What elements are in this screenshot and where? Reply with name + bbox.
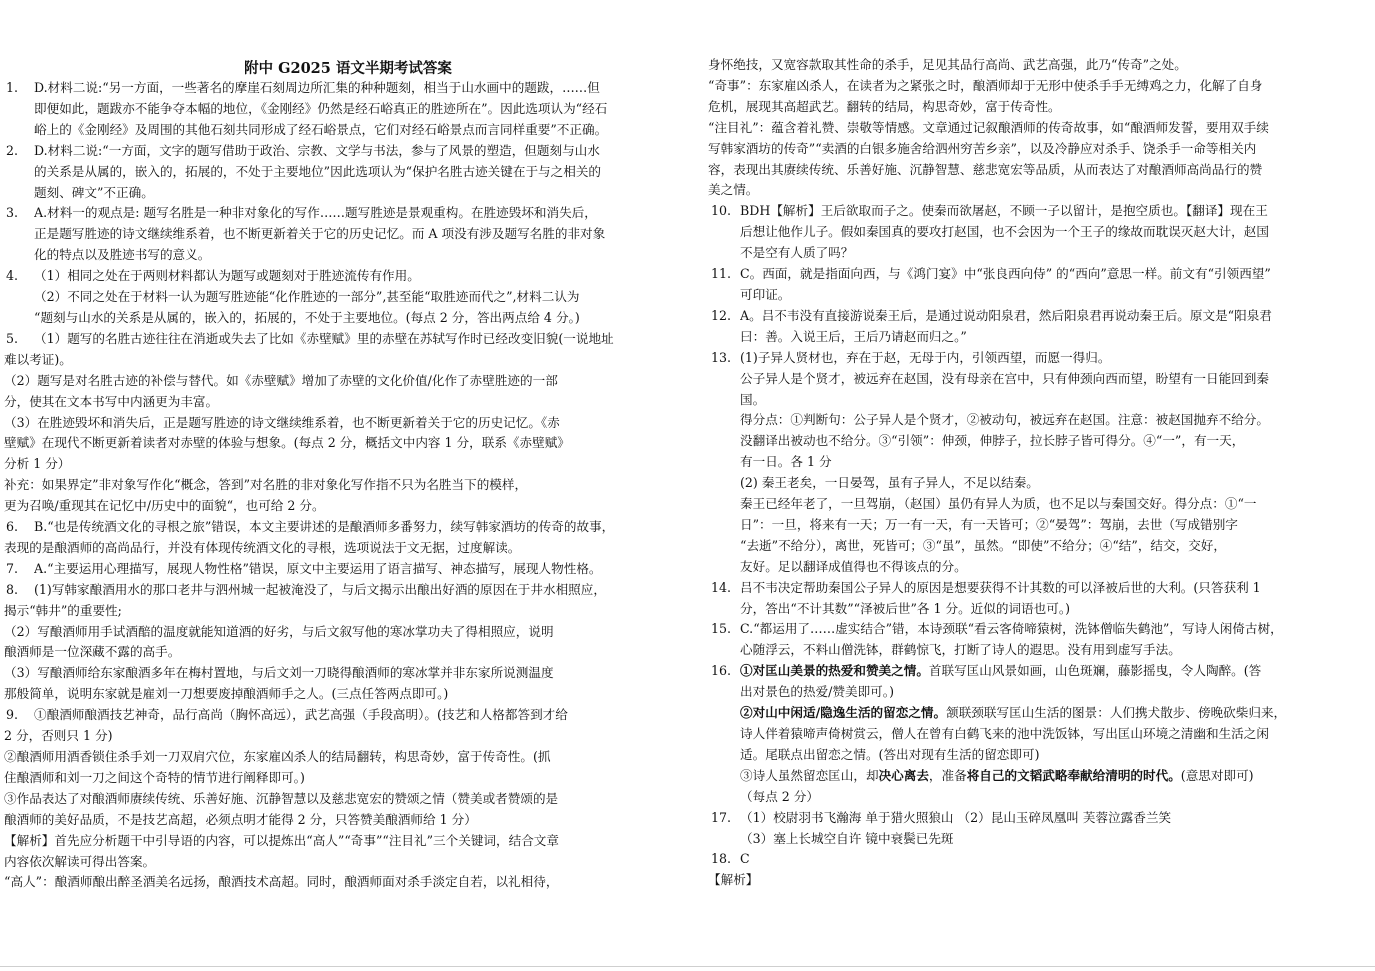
answer-text: ③诗人虽然留恋匡山，却 [740, 767, 879, 783]
question-number: 10. [711, 203, 732, 219]
answer-line: (2) 秦王老矣，一日晏驾，虽有子异人，不足以结秦。 [740, 475, 1039, 491]
answer-line: （1）题写的名胜古迹往往在消逝或失去了比如《赤壁赋》里的赤壁在苏轼写作时已经改变旧貌(一说地址 [34, 330, 614, 346]
answer-line: “题刻与山水的关系是从属的，嵌入的，拓展的，不处于主要地位。(每点 2 分，答出两点给 4 分。) [34, 309, 580, 325]
question-block [708, 578, 1336, 620]
answer-line: A。吕不韦没有直接游说秦王后，是通过说动阳泉君，然后阳泉君再说动秦王后。原文是“阳泉君 [740, 307, 1272, 323]
answer-line: 分析 1 分） [4, 456, 71, 472]
answer-line [740, 661, 1336, 682]
answer-line: 难以考证)。 [4, 351, 72, 367]
answer-line: （1）相同之处在于两则材料都认为题写或题刻对于胜迹流传有作用。 [34, 268, 420, 284]
question-block [0, 705, 676, 726]
answer-line: 内容依次解读可得出答案。 [4, 853, 156, 869]
question-block [0, 580, 676, 601]
question-number: 17. [711, 809, 732, 825]
right-column [708, 55, 1336, 891]
answer-line: A.“主要运用心理描写，展现人物性格”错误，原文中主要运用了语言描写、神态描写，展现人物性格。 [34, 560, 602, 576]
question-number: 18. [711, 851, 732, 867]
question-block [0, 141, 676, 204]
answer-line: 公子异人是个贤才，被远弃在赵国，没有母亲在宫中，只有伸颈向西而望，盼望有一日能回到秦 [740, 370, 1269, 386]
answer-line: （1）校尉羽书飞瀚海 单于猎火照狼山 （2）昆山玉碎凤凰叫 芙蓉泣露香兰笑 [740, 809, 1172, 825]
emphasis-text: ②对山中闲适/隐逸生活的留恋之情。 [740, 705, 947, 721]
answer-line: BDH【解析】王后欲取而子之。使秦而欲屠赵，不顾一子以留计，是抱空质也。【翻译】现在王 [740, 203, 1268, 219]
answer-line: 友好。足以翻译成值得也不得该点的分。 [740, 558, 967, 574]
answer-line: 心随浮云，不料山僧洗钵，群鹤惊飞，打断了诗人的遐思。没有用到虚写手法。 [740, 642, 1181, 658]
question-block [708, 264, 1336, 306]
answer-line: 曰：善。入说王后，王后乃请赵而归之。” [740, 328, 967, 344]
answer-line: A.材料一的观点是: 题写名胜是一种非对象化的写作……题写胜迹是景观重构。在胜迹毁坏和消失后， [34, 205, 597, 221]
answer-line [740, 724, 1336, 745]
answer-line: 的关系是从属的，嵌入的，拓展的，不处于主要地位”因此选项认为“保护名胜古迹关键在于与之相关的 [34, 163, 602, 179]
answer-line: 正是题写胜迹的诗文继续维系着，也不断更新着关于它的历史记忆。而 A 项没有涉及题写名胜的非对象 [34, 226, 606, 242]
answer-line [740, 745, 1336, 766]
question-block [0, 329, 676, 350]
answer-line: 峪上的《金刚经》及周围的其他石刻共同形成了经石峪景点，它们对经石峪景点而言同样重要”不正确。 [34, 121, 608, 137]
answer-line: 身怀绝技，又宽容款取其性命的杀手，足见其品行高尚、武艺高强，此乃“传奇”之处。 [708, 57, 1187, 72]
answer-line: 国。 [740, 391, 766, 407]
left-column [0, 55, 676, 893]
answer-line: 容，表现出其赓续传统、乐善好施、沉静智慧、慈悲宽宏等品质，从而表达了对酿酒师高尚品行的赞 [708, 161, 1263, 177]
answer-line: 可印证。 [740, 286, 791, 302]
answer-line: 吕不韦决定帮助秦国公子异人的原因是想要获得不计其数的可以泽被后世的大利。(只答获利 1 [740, 579, 1261, 595]
answer-line: 不是空有人质了吗？ [740, 245, 854, 261]
answer-line: 得分点：①判断句：公子异人是个贤才，②被动句，被远弃在赵国。注意：被赵国抛弃不给分。 [740, 412, 1269, 428]
answer-line: 日”：一旦，将来有一天；万一有一天，有一天皆可；②“晏驾”：驾崩，去世（写成错别字 [740, 516, 1238, 532]
answer-line: 题刻、碑文”不正确。 [34, 184, 154, 200]
answer-line: C [740, 851, 750, 867]
answer-line: 没翻译出被动也不给分。③“引领”：伸颈，伸脖子，拉长脖子皆可得分。④“一”，有一天， [740, 433, 1245, 449]
answer-line [740, 682, 1336, 703]
question-block [708, 661, 1336, 807]
question-block [708, 348, 1336, 578]
answer-text: ，准备 [928, 767, 967, 783]
answer-line: （2）题写是对名胜古迹的补偿与替代。如《赤壁赋》增加了赤壁的文化价值/化作了赤壁胜迹的一部 [4, 372, 558, 388]
question-number: 3. [6, 205, 19, 221]
question-number: 13. [711, 349, 732, 365]
emphasis-text: ①对匡山美景的热爱和赞美之情。 [740, 663, 929, 679]
answer-line: D.材料二说:“另一方面，一些著名的摩崖石刻周边所汇集的种种题刻，相当于山水画中的题跋，……但 [34, 80, 600, 95]
question-block [0, 203, 676, 266]
answer-line: （2）写酿酒师用手试酒醅的温度就能知道酒的好劣，与后文叙写他的寒冰掌功夫了得相照应，说明 [4, 623, 554, 639]
question-number: 15. [711, 621, 732, 637]
question-block [708, 619, 1336, 661]
question-number: 11. [711, 266, 732, 282]
answer-line: (1)子异人贤材也，弃在于赵，无母于内，引领西望，而愿一得归。 [740, 349, 1111, 365]
answer-line: 写韩家酒坊的传奇”“卖酒的白银多施舍给泗州穷苦乡亲”，以及冷静应对杀手、饶杀手一命等相关内 [708, 140, 1257, 156]
question-number: 8. [6, 581, 19, 597]
answer-line: “注目礼”：蕴含着礼赞、崇敬等情感。文章通过记叙酿酒师的传奇故事，如“酿酒师发誓，要用双手续 [708, 119, 1269, 135]
answer-text: （每点 2 分） [740, 788, 819, 804]
answer-line: C.“都运用了……虚实结合”错，本诗颈联“看云客倚啼猿树，洗钵僧临失鹤池”，写诗人闲倚古树， [740, 621, 1283, 637]
question-block [0, 266, 676, 329]
answer-line: 壁赋》在现代不断更新着读者对赤壁的体验与想象。(每点 2 分，概括文中内容 1 分，联系《赤壁赋》 [4, 435, 570, 451]
question-block [0, 78, 676, 141]
question-number: 2. [6, 142, 19, 158]
document-title: 附中 G2025 语文半期考试答案 [244, 60, 452, 77]
question-number: 7. [6, 560, 19, 576]
answer-text: 颔联颈联写匡山生活的图景：人们携犬散步、傍晚砍柴归来， [946, 705, 1287, 721]
question-number: 4. [6, 268, 19, 284]
answer-line: C。西面，就是指面向西，与《鸿门宴》中“张良西向侍” 的“西向”意思一样。前文有“引领西望” [740, 266, 1271, 282]
question-number: 9. [6, 707, 19, 723]
answer-line: 分，答出“不计其数”“泽被后世”各 1 分。近似的词语也可。) [740, 600, 1071, 616]
answer-line: 化的特点以及胜迹书写的意义。 [34, 247, 211, 263]
question-block [708, 201, 1336, 264]
question-number: 5. [6, 330, 19, 346]
answer-line: “高人”：酿酒师酿出醉圣酒美名远扬，酿酒技术高超。同时，酿酒师面对杀手淡定自若，以礼相待， [4, 874, 559, 890]
answer-line [740, 766, 1336, 787]
bottom-divider [0, 966, 1375, 967]
answer-line: 酿酒师是一位深藏不露的高手。 [4, 644, 181, 660]
answer-line: 【解析】首先应分析题干中引导语的内容，可以提炼出“高人”“奇事”“注目礼”三个关键词，结合文章 [4, 832, 559, 848]
answer-line: 酿酒师的美好品质，不是技艺高超，必须点明才能得 2 分，只答赞美酿酒师给 1 分） [4, 811, 477, 827]
answer-line: “奇事”：东家雇凶杀人，在读者为之紧张之时，酿酒师却于无形中使杀手手无缚鸡之力，化解了自身 [708, 77, 1263, 93]
answer-line: (1)写韩家酿酒用水的那口老井与泗州城一起被淹没了，与后文揭示出酿出好酒的原因在于井水相照应， [34, 581, 606, 597]
question-number: 14. [711, 579, 732, 595]
answer-line: B.“也是传统酒文化的寻根之旅”错误，本文主要讲述的是酿酒师多番努力，续写韩家酒坊的传奇的故事， [34, 519, 615, 535]
answer-line: “去逝”不给分），离世，死皆可；③“虽”，虽然。“即使”不给分；④“结”，结交，交好， [740, 537, 1226, 553]
answer-line: ③作品表达了对酿酒师赓续传统、乐善好施、沉静智慧以及慈悲宽宏的赞颂之情（赞美或者赞颂的是 [4, 790, 559, 806]
question-number: 1. [6, 80, 19, 95]
answer-line: 秦王已经年老了，一旦驾崩，（赵国）虽仍有异人为质，也不足以与秦国交好。得分点：①“一 [740, 496, 1257, 512]
answer-text: 出对景色的热爱/赞美即可。) [740, 684, 894, 700]
question-block [0, 517, 676, 538]
answer-line: 有一日。各 1 分 [740, 454, 832, 470]
answer-line: ①酿酒师酿酒技艺神奇，品行高尚（胸怀高远），武艺高强（手段高明）。(技艺和人格都答到才给 [34, 707, 568, 723]
answer-line: 补充：如果界定”非对象写作化“概念，答到”对名胜的非对象化写作指不只为名胜当下的模样， [4, 477, 528, 493]
answer-line: 后想让他作儿子。假如秦国真的要攻打赵国，也不会因为一个王子的缘故而耽误灭赵大计，赵国 [740, 224, 1269, 240]
answer-text: 诗人伴着猿啼声倚树赏云，僧人在曾有白鹤飞来的池中洗饭钵，写出匡山环境之清幽和生活之闲 [740, 726, 1269, 741]
answer-line: 危机，展现其高超武艺。翻转的结局，构思奇妙，富于传奇性。 [708, 98, 1061, 114]
answer-line: 2 分，否则只 1 分) [4, 728, 113, 744]
answer-line: 更为召唤/重现其在记忆中/历史中的面貌“，也可给 2 分。 [4, 498, 325, 514]
answer-line: （3）在胜迹毁坏和消失后，正是题写胜迹的诗文继续维系着，也不断更新着关于它的历史记忆。《赤 [4, 414, 560, 430]
question-block [708, 849, 1336, 870]
answer-line: 即便如此，题跋亦不能争夺本幅的地位，《金刚经》仍然是经石峪真正的胜迹所在”。因此选项认为“经石 [34, 100, 608, 116]
answer-text: (意思对即可) [1180, 767, 1254, 783]
question-number: 16. [711, 663, 732, 679]
answer-line: ②酿酒师用酒香锁住杀手刘一刀双肩穴位，东家雇凶杀人的结局翻转，构思奇妙，富于传奇性。(抓 [4, 749, 551, 764]
question-number: 12. [711, 307, 732, 323]
answer-line: 分，使其在文本书写中内涵更为丰富。 [4, 393, 219, 409]
answer-line: 美之情。 [708, 182, 759, 198]
answer-line: 那般简单，说明东家就是雇刘一刀想要废掉酿酒师手之人。(三点任答两点即可。) [4, 686, 449, 702]
emphasis-text: 将自己的文韬武略奉献给清明的时代。 [966, 767, 1181, 783]
answer-line: D.材料二说:“一方面，文字的题写借助于政治、宗教、文学与书法，参与了风景的塑造，但题刻与山水 [34, 142, 600, 158]
question-block [708, 808, 1336, 850]
answer-line: （3）写酿酒师给东家酿酒多年在梅村置地，与后文刘一刀晓得酿酒师的寒冰掌并非东家所说测温度 [4, 665, 554, 681]
answer-line: （2）不同之处在于材料一认为题写胜迹能“化作胜迹的一部分”,甚至能“取胜迹而代之”,材料二认为 [34, 289, 580, 305]
answer-line: （3）塞上长城空自许 镜中衰鬓已先斑 [740, 830, 954, 846]
analysis-label: 【解析】 [708, 872, 759, 888]
answer-line [740, 787, 1336, 808]
question-block [0, 559, 676, 580]
question-number: 6. [6, 519, 19, 535]
answer-line [740, 703, 1336, 724]
question-block [708, 306, 1336, 348]
answer-line: 揭示“韩井”的重要性; [4, 602, 122, 618]
answer-text: 适。尾联点出留恋之情。(答出对现有生活的留恋即可) [740, 746, 1040, 762]
answer-text: 首联写匡山风景如画，山色斑斓，藤影摇曳，令人陶醉。(答 [928, 663, 1262, 679]
emphasis-text: 决心离去 [878, 767, 929, 783]
answer-line: 表现的是酿酒师的高尚品行，并没有体现传统酒文化的寻根，选项说法于文无据，过度解读。 [4, 539, 521, 555]
answer-line: 住酿酒师和刘一刀之间这个奇特的情节进行阐释即可。) [4, 769, 305, 785]
